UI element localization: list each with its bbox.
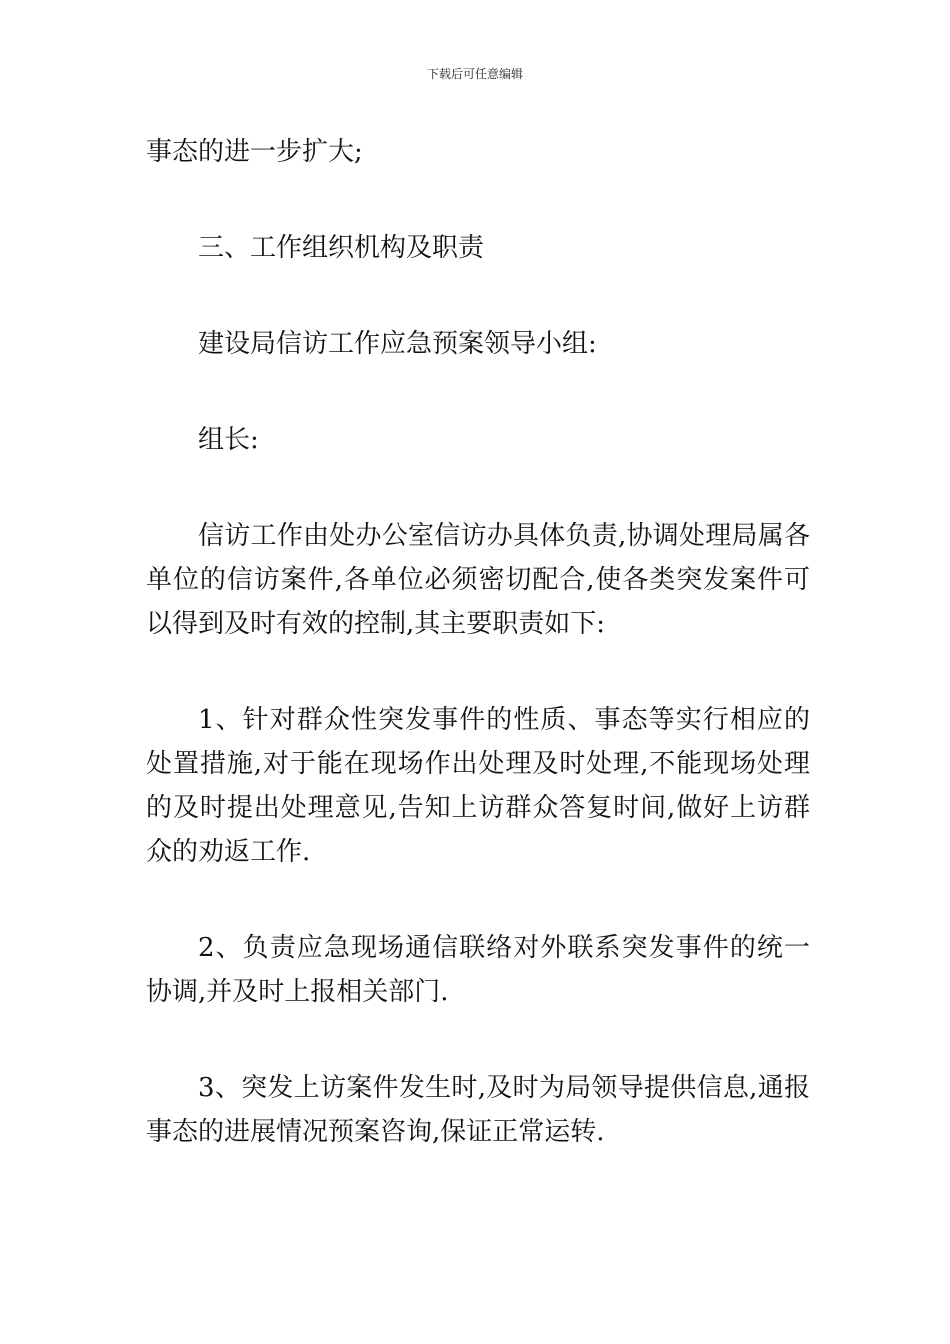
paragraph-duty-3: 3、突发上访案件发生时,及时为局领导提供信息,通报事态的进展情况预案咨询,保证正常运转. <box>146 1073 810 1147</box>
paragraph-leadership-group: 建设局信访工作应急预案领导小组: <box>198 329 597 359</box>
paragraph-responsibility-intro: 信访工作由处办公室信访办具体负责,协调处理局属各单位的信访案件,各单位必须密切配合,使各类突发案件可以得到及时有效的控制,其主要职责如下: <box>146 521 810 639</box>
section-heading: 三、工作组织机构及职责 <box>198 233 485 263</box>
paragraph-continuation: 事态的进一步扩大; <box>146 137 363 167</box>
paragraph-duty-2: 2、负责应急现场通信联络对外联系突发事件的统一协调,并及时上报相关部门. <box>146 933 810 1007</box>
document-body <box>146 130 810 1206</box>
paragraph-group-leader: 组长: <box>198 425 259 455</box>
page-header-note: 下载后可任意编辑 <box>426 67 523 81</box>
paragraph-duty-1: 1、针对群众性突发事件的性质、事态等实行相应的处置措施,对于能在现场作出处理及时处理,不能现场处理的及时提出处理意见,告知上访群众答复时间,做好上访群众的劝返工作. <box>146 705 810 867</box>
